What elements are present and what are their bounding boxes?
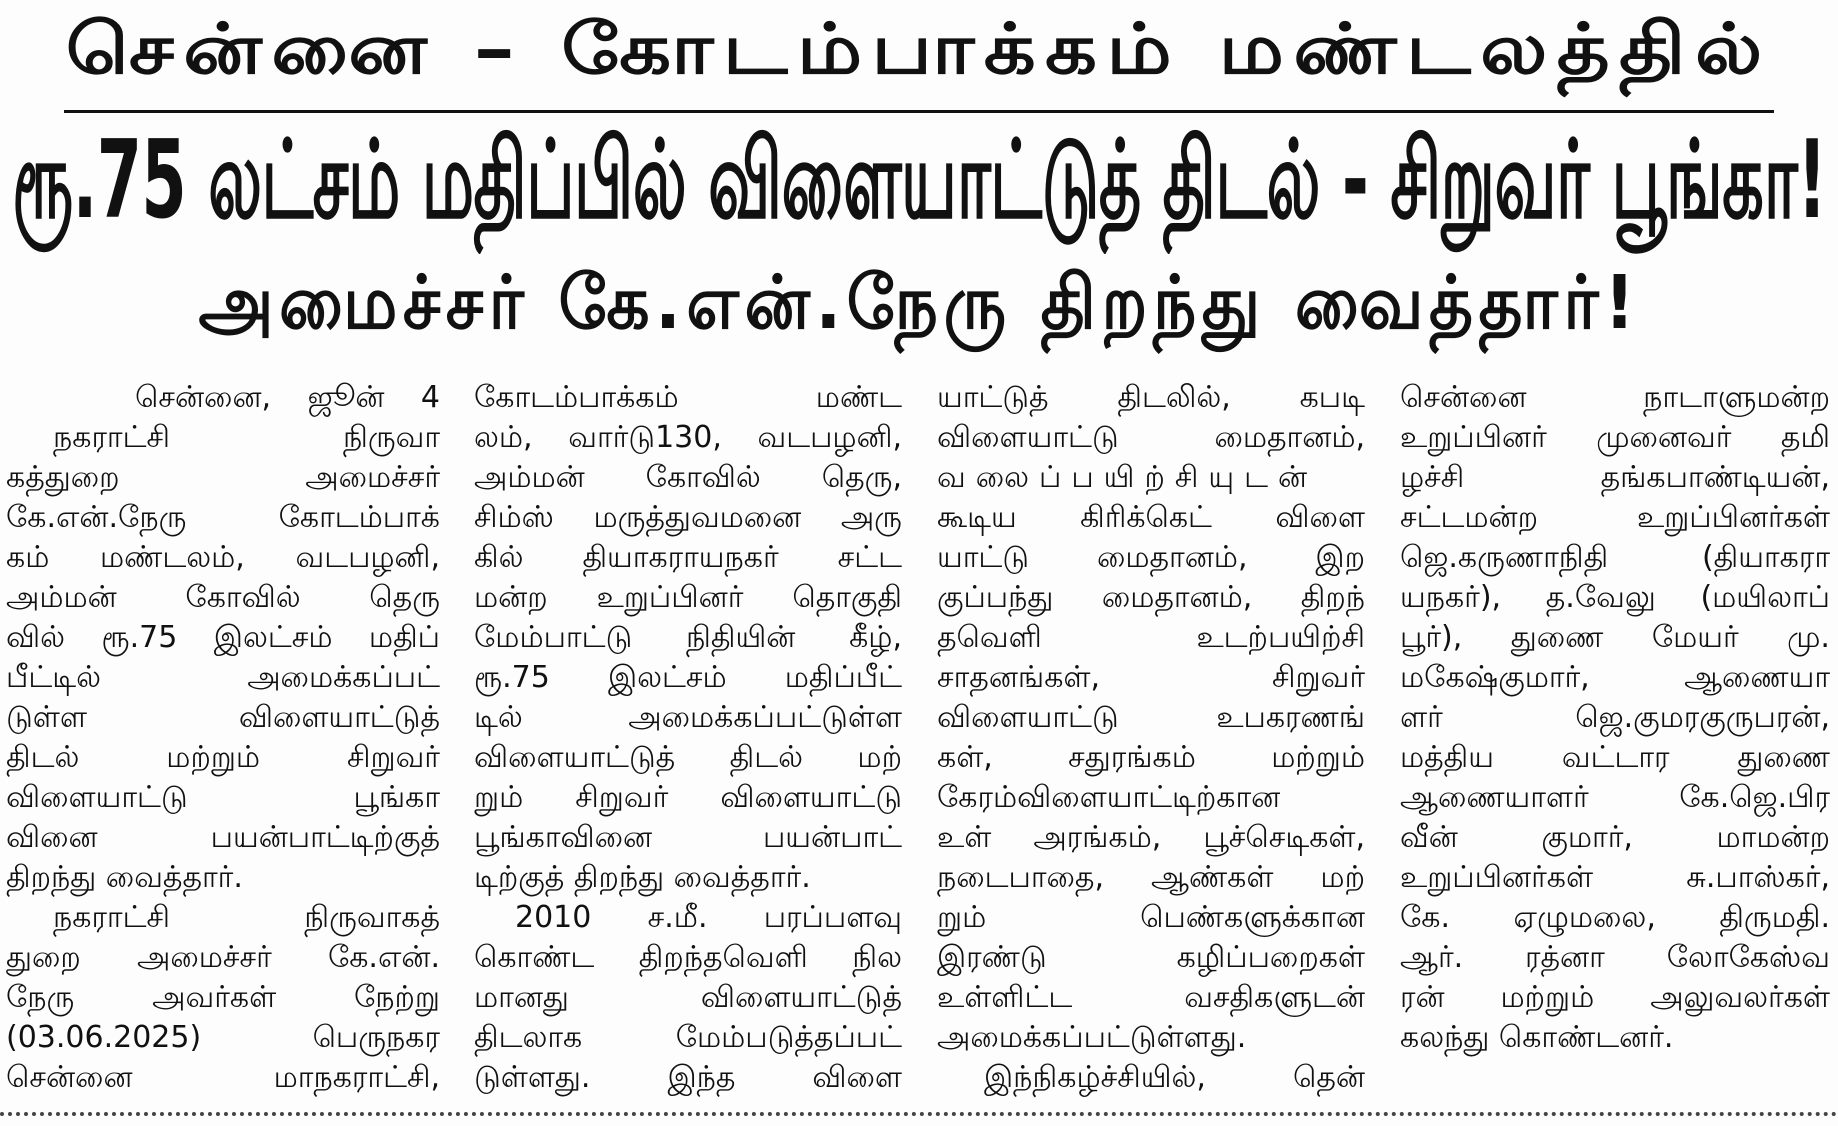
article-line [937, 1058, 1365, 1098]
article-line [474, 978, 902, 1018]
line-word: குப்பந்து [937, 580, 1054, 615]
line-word: சதுரங்கம் [1068, 740, 1196, 775]
headline-sub-text: அமைச்சர் கே.என்.நேரு திறந்து வைத்தார்! [198, 260, 1640, 346]
line-word: அமைச்சர் [305, 460, 440, 495]
line-word: அரங்கம், [1033, 820, 1162, 855]
line-word: பெண்களுக்கான [1140, 900, 1365, 935]
line-word: கே.ஜெ.பிர [1679, 780, 1830, 815]
line-word: டுள்ள [6, 700, 87, 735]
line-word: இந்நிகழ்ச்சியில், [984, 1060, 1206, 1095]
line-word: இரண்டு [937, 940, 1047, 975]
line-word: அமைக்கப்பட்டுள்ள [628, 700, 902, 735]
article-column-4 [1400, 378, 1830, 1058]
line-word: மகேஷ்குமார், [1400, 660, 1590, 695]
line-word: உள்ளிட்ட [937, 980, 1073, 1015]
line-word: (03.06.2025) [6, 1020, 202, 1055]
line-word: கம் [6, 540, 50, 575]
line-word: பெருநகர [312, 1020, 440, 1055]
article-line [474, 938, 902, 978]
article-line [6, 658, 440, 698]
article-line: திறந்து வைத்தார். [6, 860, 243, 895]
line-word: மற்றும் [1271, 740, 1365, 775]
line-word: ஜூன் [307, 380, 385, 415]
article-line [474, 738, 902, 778]
article-line [474, 538, 902, 578]
line-word: குமார், [1541, 820, 1633, 855]
article-line [937, 778, 1365, 818]
article-line [937, 658, 1365, 698]
article-line [1400, 458, 1830, 498]
line-word: யநகர்), [1400, 580, 1502, 615]
line-word: நகராட்சி [53, 900, 170, 935]
line-word: கோவில் [185, 580, 301, 615]
line-word: மதிப்பீட் [784, 660, 902, 695]
line-word: கீழ், [849, 620, 902, 655]
line-word: ரூ.75 [101, 620, 178, 655]
line-word: விளையாட்டு [937, 420, 1119, 455]
line-word: கே.என்.நேரு [6, 500, 187, 535]
line-word: உபகரணங் [1216, 700, 1365, 735]
line-word: ஆண்கள் [1151, 860, 1274, 895]
article-line [937, 498, 1365, 538]
article-line [474, 498, 902, 538]
line-word: உறுப்பினர்கள் [1636, 500, 1830, 535]
line-word: வில் [6, 620, 66, 655]
line-word: வலைப்பயிற்சியுடன் [937, 460, 1318, 495]
article-line [937, 898, 1365, 938]
article-line [1400, 698, 1830, 738]
article-line [937, 698, 1365, 738]
article-line [937, 978, 1365, 1018]
line-word: முனைவர் [1596, 420, 1732, 455]
line-word: கோவில் [645, 460, 761, 495]
line-word: திடலாக [474, 1020, 583, 1055]
line-word: மானது [474, 980, 569, 1015]
article-line [6, 738, 440, 778]
line-word: (தியாகரா [1701, 540, 1830, 575]
headline-location [0, 6, 1838, 100]
line-word: வடபழனி, [295, 540, 440, 575]
article-line [6, 578, 440, 618]
article-line [6, 1018, 440, 1058]
article-line [474, 658, 902, 698]
article-line [6, 418, 440, 458]
line-word: அம்மன் [474, 460, 585, 495]
line-word: விளை [812, 1060, 902, 1095]
line-word: ஏழுமலை, [1513, 900, 1656, 935]
article-line [937, 818, 1365, 858]
article-line [937, 538, 1365, 578]
article-line [6, 698, 440, 738]
article-line [937, 458, 1365, 498]
article-line [937, 938, 1365, 978]
line-word: கேரம்விளையாட்டிற்கான [937, 780, 1281, 815]
line-word: உறுப்பினர்கள் [1400, 860, 1594, 895]
article-line [1400, 818, 1830, 858]
article-line [474, 618, 902, 658]
line-word: சிறுவர் [575, 780, 669, 815]
line-word: பரப்பளவு [763, 900, 902, 935]
line-word: தியாகராயநகர் [582, 540, 779, 575]
line-word: மேம்பாட்டு [474, 620, 633, 655]
line-word: மத்திய [1400, 740, 1494, 775]
line-word: கில் [474, 540, 524, 575]
line-word: தவெளி [937, 620, 1042, 655]
line-word: ஆணையா [1684, 660, 1830, 695]
line-word: தென் [1293, 1060, 1365, 1095]
article-line [474, 1058, 902, 1098]
line-word: றும் [937, 900, 987, 935]
line-word: ச.மீ. [647, 900, 708, 935]
line-word: சட்ட [837, 540, 902, 575]
line-word: ஆர். [1400, 940, 1464, 975]
article-line [1400, 738, 1830, 778]
line-word: நாடாளுமன்ற [1643, 380, 1830, 415]
line-word: த.வேலு [1545, 580, 1656, 615]
line-word: டுள்ளது. [474, 1060, 591, 1095]
article-line [1400, 778, 1830, 818]
article-line [1400, 498, 1830, 538]
line-word: அமைக்கப்பட் [247, 660, 440, 695]
line-word: நிதியின் [686, 620, 796, 655]
article-line [474, 1018, 902, 1058]
line-word: டில் [474, 700, 523, 735]
line-word: மதிப் [368, 620, 440, 655]
dateline [6, 378, 440, 418]
line-word: கொண்ட [474, 940, 595, 975]
line-word: ஜெ.கருணாநிதி [1400, 540, 1609, 575]
line-word: இலட்சம் [213, 620, 333, 655]
article-line [6, 938, 440, 978]
line-word: கள், [937, 740, 993, 775]
line-word: அரு [840, 500, 902, 535]
line-word: பயன்பாட்டிற்குத் [210, 820, 440, 855]
line-word: மேயர் [1651, 620, 1739, 655]
line-word: தெரு [369, 580, 440, 615]
line-word: றும் [474, 780, 524, 815]
headline-location-text: சென்னை – கோடம்பாக்கம் மண்டலத்தில் [65, 7, 1772, 90]
line-word: கழிப்பறைகள் [1176, 940, 1365, 975]
article-line [1400, 378, 1830, 418]
line-word: மண்ட [815, 380, 902, 415]
line-word: விளையாட்டுத் [700, 980, 902, 1015]
article-line: டிற்குத் திறந்து வைத்தார். [474, 860, 811, 895]
line-word: அவர்கள் [152, 980, 277, 1015]
line-word: கூடிய [937, 500, 1017, 535]
line-word: உள் [937, 820, 992, 855]
line-word: திடலில், [1117, 380, 1231, 415]
line-word: நேரு [6, 980, 75, 1015]
line-word: தெரு, [821, 460, 902, 495]
line-word: கத்துறை [6, 460, 120, 495]
article-line [6, 618, 440, 658]
headline-main-text: ரூ.75 லட்சம் மதிப்பில் விளையாட்டுத் திடல் - சிறுவர் பூங்கா! [11, 122, 1826, 243]
line-word: கே. [1400, 900, 1451, 935]
line-word: வடபழனி, [757, 420, 902, 455]
line-word: திடல் [6, 740, 80, 775]
line-word: தங்கபாண்டியன், [1600, 460, 1830, 495]
line-word: பூர்), [1400, 620, 1463, 655]
article-line [6, 458, 440, 498]
line-word: நகராட்சி [53, 420, 170, 455]
line-word: ரன் [1400, 980, 1445, 1015]
line-word: லம், [474, 420, 533, 455]
line-word: சிறுவர் [347, 740, 440, 775]
line-word: லோகேஸ்வ [1666, 940, 1830, 975]
article-line [1400, 858, 1830, 898]
line-word: சென்னை, [135, 380, 272, 415]
line-word: மருத்துவமனை [593, 500, 802, 535]
article-line [1400, 418, 1830, 458]
headline-divider [64, 110, 1774, 113]
line-word: இந்த [667, 1060, 736, 1095]
line-word: சாதனங்கள், [937, 660, 1100, 695]
line-word: சட்டமன்ற [1400, 500, 1539, 535]
line-word: மேம்படுத்தப்பட் [675, 1020, 902, 1055]
line-word: நடைபாதை, [937, 860, 1104, 895]
article-line [6, 498, 440, 538]
article-line [6, 978, 440, 1018]
line-word: விளையாட்டு [937, 700, 1119, 735]
line-word: இலட்சம் [607, 660, 727, 695]
article-line [474, 898, 902, 938]
article-line [6, 818, 440, 858]
line-word: மைதானம், [1214, 420, 1365, 455]
line-word: ஆணையாளர் [1400, 780, 1589, 815]
article-line [474, 378, 902, 418]
line-word: தொகுதி [792, 580, 902, 615]
line-word: உடற்பயிற்சி [1196, 620, 1365, 655]
article-column-1 [6, 378, 440, 1098]
article-column-2 [474, 378, 902, 1098]
article-line [1400, 618, 1830, 658]
line-word: துணை [1737, 740, 1830, 775]
line-word: திருமதி. [1719, 900, 1830, 935]
line-word: யாட்டு [937, 540, 1030, 575]
line-word: சென்னை [6, 1060, 133, 1095]
article-line [1400, 578, 1830, 618]
article-line [6, 778, 440, 818]
line-word: சிறுவர் [1272, 660, 1365, 695]
line-word: ளர் [1400, 700, 1443, 735]
line-word: விளையாட்டுத் [474, 740, 676, 775]
line-word: கபடி [1299, 380, 1365, 415]
line-word: பூங்காவினை [474, 820, 653, 855]
line-word: விளையாட்டுத் [238, 700, 440, 735]
line-word: சு.பாஸ்கர், [1686, 860, 1830, 895]
article-line [1400, 898, 1830, 938]
article-line [474, 818, 902, 858]
line-word: மைதானம், [1101, 580, 1253, 615]
article-line [6, 1058, 440, 1098]
line-word: வசதிகளுடன் [1184, 980, 1365, 1015]
line-word: விளை [1275, 500, 1365, 535]
article-line [1400, 938, 1830, 978]
line-word: நேற்று [353, 980, 440, 1015]
line-word: மற்றும் [1500, 980, 1595, 1015]
line-word: மாமன்ற [1716, 820, 1830, 855]
article-line [474, 578, 902, 618]
article-line [937, 378, 1365, 418]
article-line [6, 538, 440, 578]
line-word: சிம்ஸ் [474, 500, 554, 535]
line-word: வட்டார [1561, 740, 1670, 775]
article-line [474, 418, 902, 458]
line-word: பூங்கா [353, 780, 440, 815]
line-word: 2010 [515, 900, 592, 935]
line-word: 4 [420, 380, 440, 415]
line-word: பயன்பாட் [762, 820, 902, 855]
line-word: வீன் [1400, 820, 1458, 855]
article-line [937, 418, 1365, 458]
line-word: பூச்செடிகள், [1203, 820, 1365, 855]
article-line [937, 578, 1365, 618]
line-word: மன்ற [474, 580, 548, 615]
article-line [6, 898, 440, 938]
line-word: திடல் [729, 740, 803, 775]
line-word: மு. [1787, 620, 1830, 655]
headline-main [0, 122, 1838, 254]
line-word: கோடம்பாக்கம் [474, 380, 679, 415]
line-word: இற [1315, 540, 1365, 575]
line-word: மைதானம், [1096, 540, 1248, 575]
article-line [937, 858, 1365, 898]
line-word: நிருவா [342, 420, 440, 455]
line-word: கே.என். [327, 940, 440, 975]
article-line [1400, 658, 1830, 698]
article-column-3 [937, 378, 1365, 1098]
line-word: துறை [6, 940, 81, 975]
line-word: மற்றும் [166, 740, 261, 775]
line-word: நிருவாகத் [304, 900, 440, 935]
line-word: சென்னை [1400, 380, 1527, 415]
line-word: அம்மன் [6, 580, 117, 615]
article-line [937, 738, 1365, 778]
article-line [474, 778, 902, 818]
line-word: அமைச்சர் [137, 940, 272, 975]
line-word: திறந்தவெளி [638, 940, 808, 975]
line-word: வினை [6, 820, 98, 855]
article-line [1400, 978, 1830, 1018]
line-word: ரத்னா [1525, 940, 1605, 975]
line-word: விளையாட்டு [720, 780, 902, 815]
line-word: தமி [1780, 420, 1830, 455]
line-word: துணை [1510, 620, 1604, 655]
article-line [474, 458, 902, 498]
line-word: வார்டு130, [568, 420, 722, 455]
line-word: ழச்சி [1400, 460, 1465, 495]
article-line [1400, 538, 1830, 578]
line-word: கோடம்பாக் [278, 500, 440, 535]
line-word: ரூ.75 [474, 660, 550, 695]
article-line [474, 698, 902, 738]
line-word: உறுப்பினர் [596, 580, 744, 615]
line-word: (மயிலாப் [1700, 580, 1830, 615]
line-word: யாட்டுத் [937, 380, 1049, 415]
article-line: அமைக்கப்பட்டுள்ளது. [937, 1020, 1247, 1055]
headline-sub [0, 258, 1838, 358]
line-word: கிரிக்கெட் [1080, 500, 1212, 535]
article-line [937, 618, 1365, 658]
article-line: கலந்து கொண்டனர். [1400, 1020, 1674, 1055]
line-word: பீட்டில் [6, 660, 101, 695]
line-word: மற் [1320, 860, 1365, 895]
line-word: திறந் [1300, 580, 1365, 615]
line-word: நில [852, 940, 902, 975]
line-word: ஜெ.குமரகுருபரன், [1575, 700, 1830, 735]
line-word: மண்டலம், [100, 540, 245, 575]
line-word: உறுப்பினர் [1400, 420, 1547, 455]
line-word: மாநகராட்சி, [273, 1060, 440, 1095]
clipping-bottom-border [0, 1112, 1838, 1116]
line-word: அலுவலர்கள் [1650, 980, 1830, 1015]
line-word: மற் [857, 740, 902, 775]
line-word: விளையாட்டு [6, 780, 188, 815]
